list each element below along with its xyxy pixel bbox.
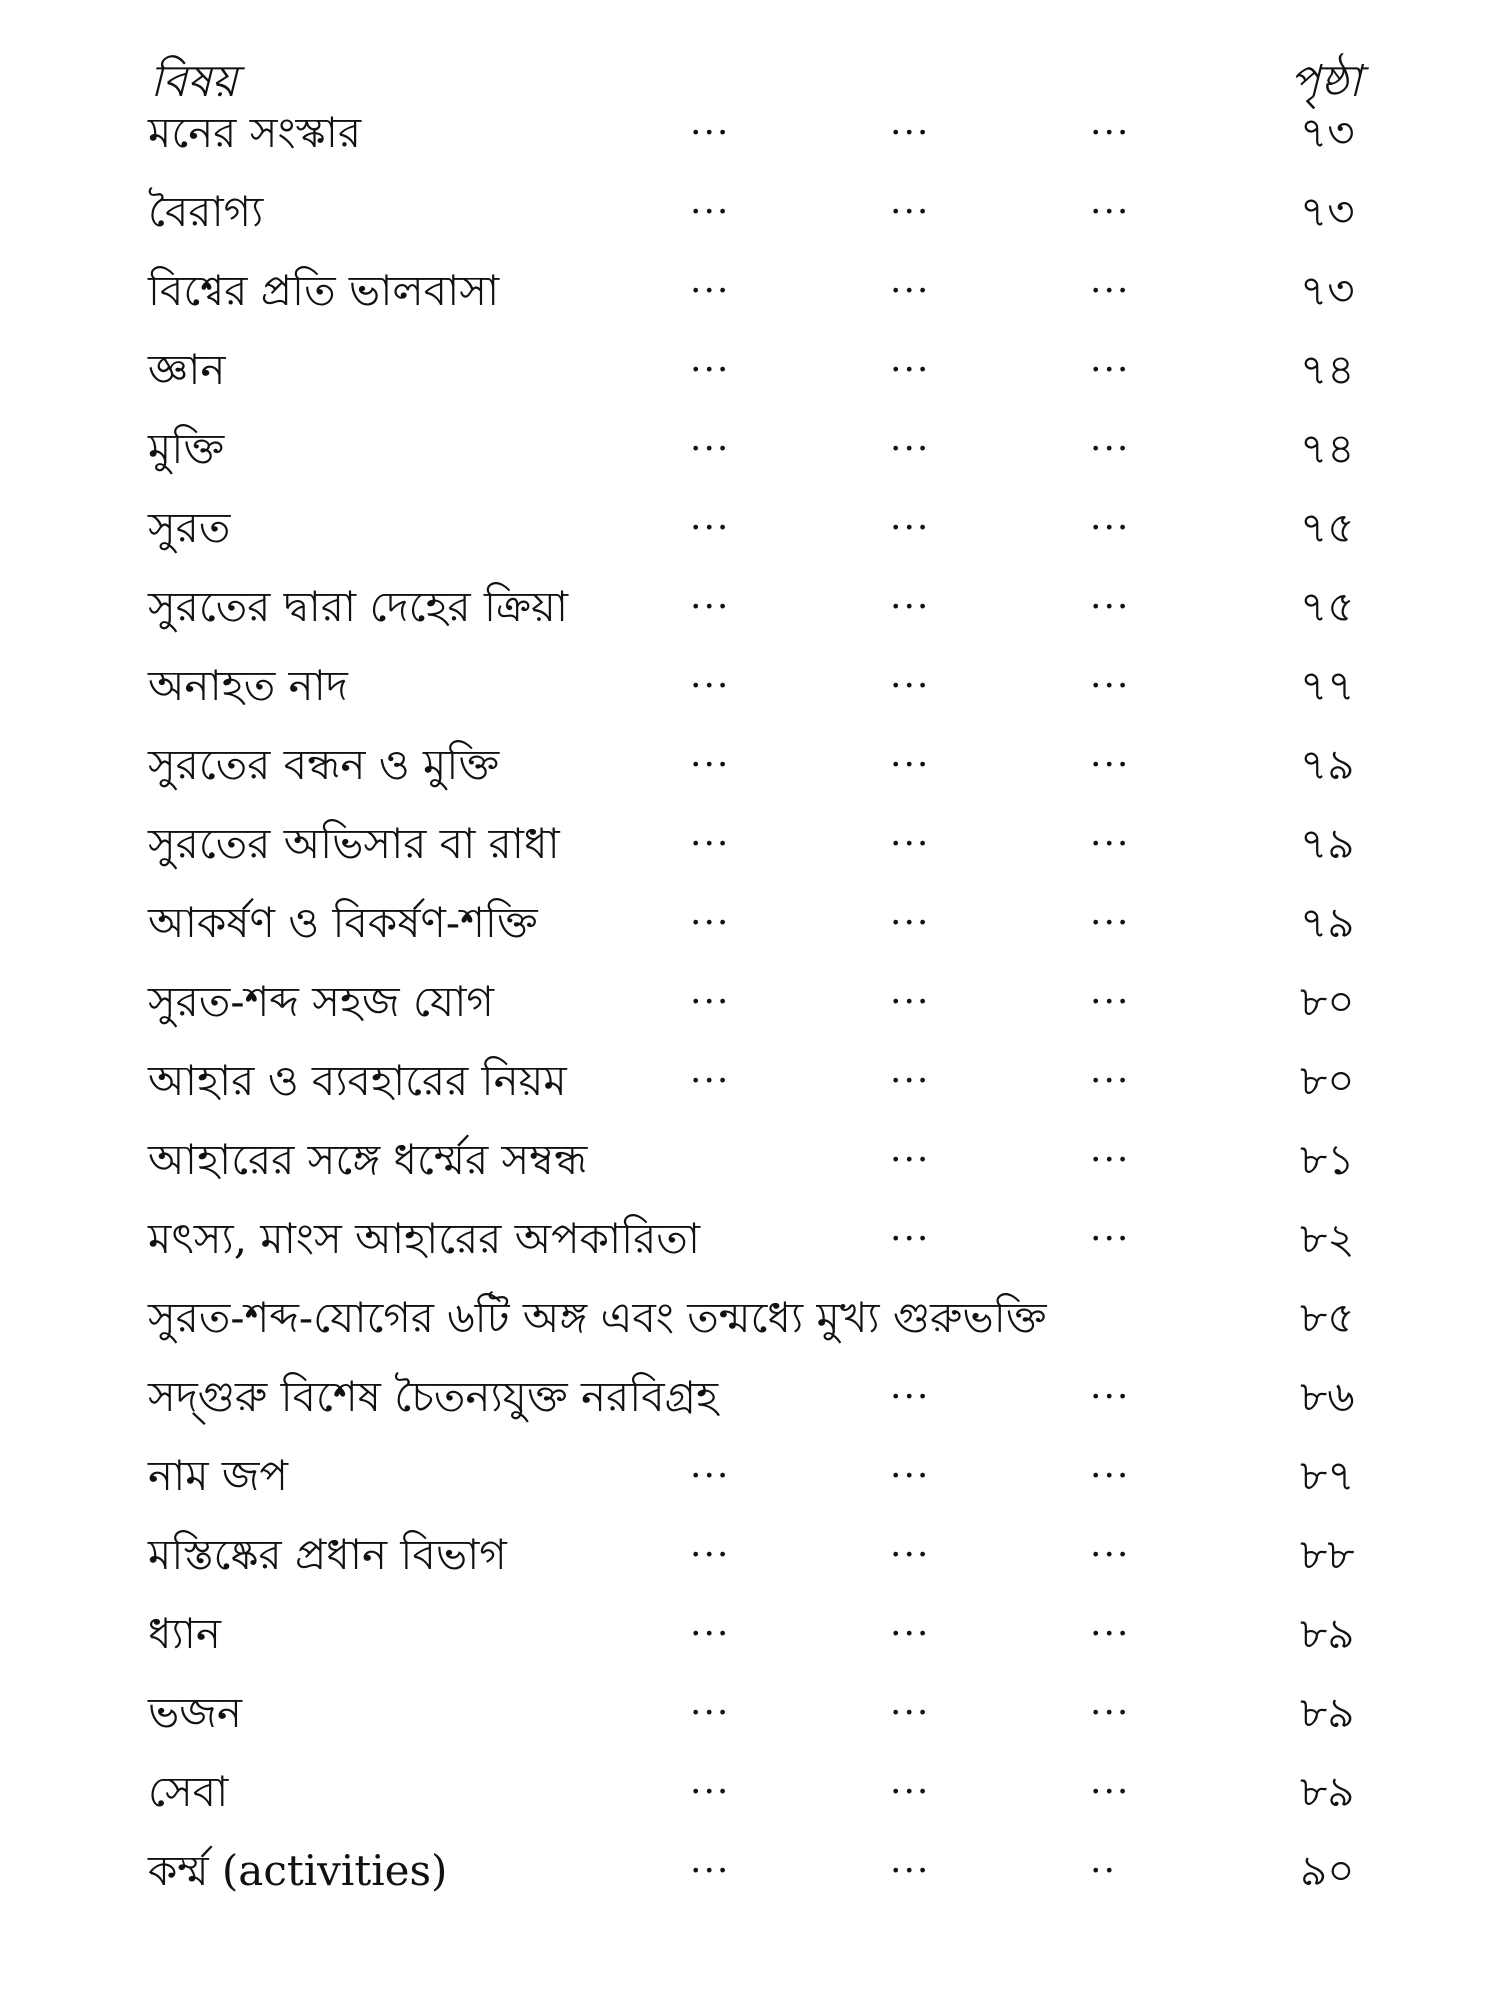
dot-leader: ... (890, 1445, 931, 1486)
contents-entry (0, 1680, 1500, 1750)
dot-leader: ... (690, 734, 731, 775)
column-header-page: পৃষ্ঠা (1290, 56, 1362, 107)
entry-page-number: ৮৯ (1300, 1609, 1355, 1658)
dot-leader: ... (890, 1129, 931, 1170)
dot-leader: ... (890, 813, 931, 854)
entry-topic: সুরত-শব্দ সহজ যোগ (148, 977, 494, 1026)
dot-leader: ... (1090, 1208, 1131, 1249)
entry-topic: মনের সংস্কার (148, 108, 362, 157)
dot-leader: ... (1090, 418, 1131, 459)
dot-leader: ... (690, 1050, 731, 1091)
dot-leader: ... (890, 1366, 931, 1407)
dot-leader: ... (1090, 339, 1131, 380)
dot-leader: ... (690, 260, 731, 301)
contents-entry (0, 1601, 1500, 1671)
contents-entry (0, 1127, 1500, 1197)
dot-leader: ... (690, 655, 731, 696)
entry-topic: সুরতের বন্ধন ও মুক্তি (148, 740, 500, 789)
dot-leader: ... (1090, 1682, 1131, 1723)
contents-entry (0, 811, 1500, 881)
dot-leader: ... (690, 1524, 731, 1565)
dot-leader: ... (890, 892, 931, 933)
entry-topic: মস্তিষ্কের প্রধান বিভাগ (148, 1530, 507, 1579)
contents-entry (0, 732, 1500, 802)
dot-leader: ... (890, 181, 931, 222)
dot-leader: ... (690, 813, 731, 854)
dot-leader: ... (690, 418, 731, 459)
entry-page-number: ৭৭ (1300, 661, 1355, 710)
contents-entry (0, 1838, 1500, 1908)
dot-leader: ... (890, 1840, 931, 1881)
entry-topic: মৎস্য, মাংস আহারের অপকারিতা (148, 1214, 700, 1263)
entry-page-number: ৭৫ (1300, 503, 1355, 552)
dot-leader: ... (1090, 1524, 1131, 1565)
entry-page-number: ৮৬ (1300, 1372, 1355, 1421)
entry-page-number: ৭৪ (1300, 345, 1355, 394)
dot-leader: ... (890, 971, 931, 1012)
entry-topic: সুরতের দ্বারা দেহের ক্রিয়া (148, 582, 569, 631)
column-header-subject: বিষয় (150, 56, 238, 107)
entry-page-number: ৭৯ (1300, 819, 1355, 868)
dot-leader: ... (1090, 813, 1131, 854)
dot-leader: ... (1090, 181, 1131, 222)
entry-page-number: ৭৫ (1300, 582, 1355, 631)
entry-page-number: ৭৯ (1300, 740, 1355, 789)
entry-topic: নাম জপ (148, 1451, 289, 1500)
entry-page-number: ৮৯ (1300, 1767, 1355, 1816)
dot-leader: ... (890, 1761, 931, 1802)
entry-page-number: ৮০ (1300, 1056, 1355, 1105)
contents-entry (0, 1759, 1500, 1829)
entry-page-number: ৯০ (1300, 1846, 1355, 1895)
entry-topic: বৈরাগ্য (148, 187, 264, 236)
dot-leader: ... (1090, 497, 1131, 538)
dot-leader: ... (690, 181, 731, 222)
entry-page-number: ৮২ (1300, 1214, 1355, 1263)
dot-leader: ... (890, 1208, 931, 1249)
dot-leader: ... (690, 892, 731, 933)
dot-leader: .. (1090, 1840, 1117, 1881)
entry-page-number: ৮৮ (1300, 1530, 1355, 1579)
dot-leader: ... (690, 1682, 731, 1723)
dot-leader: ... (690, 1840, 731, 1881)
entry-page-number: ৭৯ (1300, 898, 1355, 947)
dot-leader: ... (1090, 971, 1131, 1012)
dot-leader: ... (1090, 102, 1131, 143)
contents-entry (0, 1048, 1500, 1118)
dot-leader: ... (890, 734, 931, 775)
contents-entry (0, 416, 1500, 486)
contents-entry (0, 969, 1500, 1039)
entry-topic: অনাহত নাদ (148, 661, 348, 710)
entry-topic: বিশ্বের প্রতি ভালবাসা (148, 266, 500, 315)
entry-topic: আহার ও ব্যবহারের নিয়ম (148, 1056, 567, 1105)
entry-page-number: ৮৯ (1300, 1688, 1355, 1737)
dot-leader: ... (690, 1445, 731, 1486)
contents-entry (0, 574, 1500, 644)
dot-leader: ... (690, 1603, 731, 1644)
entry-page-number: ৭৩ (1300, 187, 1355, 236)
entry-topic: কর্ম্ম (activities) (148, 1846, 448, 1895)
dot-leader: ... (1090, 734, 1131, 775)
dot-leader: ... (890, 339, 931, 380)
dot-leader: ... (890, 418, 931, 459)
dot-leader: ... (1090, 1603, 1131, 1644)
dot-leader: ... (1090, 1366, 1131, 1407)
entry-page-number: ৭৪ (1300, 424, 1355, 473)
contents-entry (0, 258, 1500, 328)
entry-page-number: ৭৩ (1300, 108, 1355, 157)
dot-leader: ... (690, 339, 731, 380)
contents-entry (0, 1364, 1500, 1434)
entry-page-number: ৮১ (1300, 1135, 1355, 1184)
entry-page-number: ৭৩ (1300, 266, 1355, 315)
dot-leader: ... (1090, 576, 1131, 617)
contents-entry (0, 890, 1500, 960)
entry-topic: মুক্তি (148, 424, 225, 473)
contents-entry (0, 1443, 1500, 1513)
entry-topic: আকর্ষণ ও বিকর্ষণ-শক্তি (148, 898, 538, 947)
entry-topic: সুরত-শব্দ-যোগের ৬টি অঙ্গ এবং তন্মধ্যে মুখ্য গুরুভক্তি (148, 1293, 1047, 1342)
dot-leader: ... (890, 1603, 931, 1644)
dot-leader: ... (1090, 260, 1131, 301)
dot-leader: ... (890, 497, 931, 538)
dot-leader: ... (1090, 1761, 1131, 1802)
dot-leader: ... (1090, 1445, 1131, 1486)
contents-entry (0, 1206, 1500, 1276)
entry-topic: ভজন (148, 1688, 242, 1737)
entry-page-number: ৮৫ (1300, 1293, 1355, 1342)
dot-leader: ... (1090, 1050, 1131, 1091)
entry-topic: জ্ঞান (148, 345, 226, 394)
dot-leader: ... (1090, 892, 1131, 933)
contents-entry (0, 337, 1500, 407)
dot-leader: ... (890, 102, 931, 143)
entry-topic: সুরত (148, 503, 231, 552)
entry-topic: আহারের সঙ্গে ধর্ম্মের সম্বন্ধ (148, 1135, 588, 1184)
dot-leader: ... (690, 102, 731, 143)
dot-leader: ... (890, 1524, 931, 1565)
dot-leader: ... (890, 1050, 931, 1091)
dot-leader: ... (690, 971, 731, 1012)
dot-leader: ... (890, 655, 931, 696)
contents-entry (0, 495, 1500, 565)
contents-entry (0, 179, 1500, 249)
dot-leader: ... (1090, 655, 1131, 696)
dot-leader: ... (690, 576, 731, 617)
entry-page-number: ৮৭ (1300, 1451, 1355, 1500)
dot-leader: ... (890, 1682, 931, 1723)
dot-leader: ... (1090, 1129, 1131, 1170)
entry-topic: সুরতের অভিসার বা রাধা (148, 819, 560, 868)
dot-leader: ... (890, 576, 931, 617)
contents-entry (0, 1285, 1500, 1355)
contents-entry (0, 100, 1500, 170)
entry-topic: সেবা (148, 1767, 229, 1816)
contents-entry (0, 1522, 1500, 1592)
entry-topic: সদ্গুরু বিশেষ চৈতন্যযুক্ত নরবিগ্রহ (148, 1372, 719, 1421)
entry-topic: ধ্যান (148, 1609, 221, 1658)
dot-leader: ... (890, 260, 931, 301)
entry-page-number: ৮০ (1300, 977, 1355, 1026)
dot-leader: ... (690, 497, 731, 538)
contents-entry (0, 653, 1500, 723)
dot-leader: ... (690, 1761, 731, 1802)
